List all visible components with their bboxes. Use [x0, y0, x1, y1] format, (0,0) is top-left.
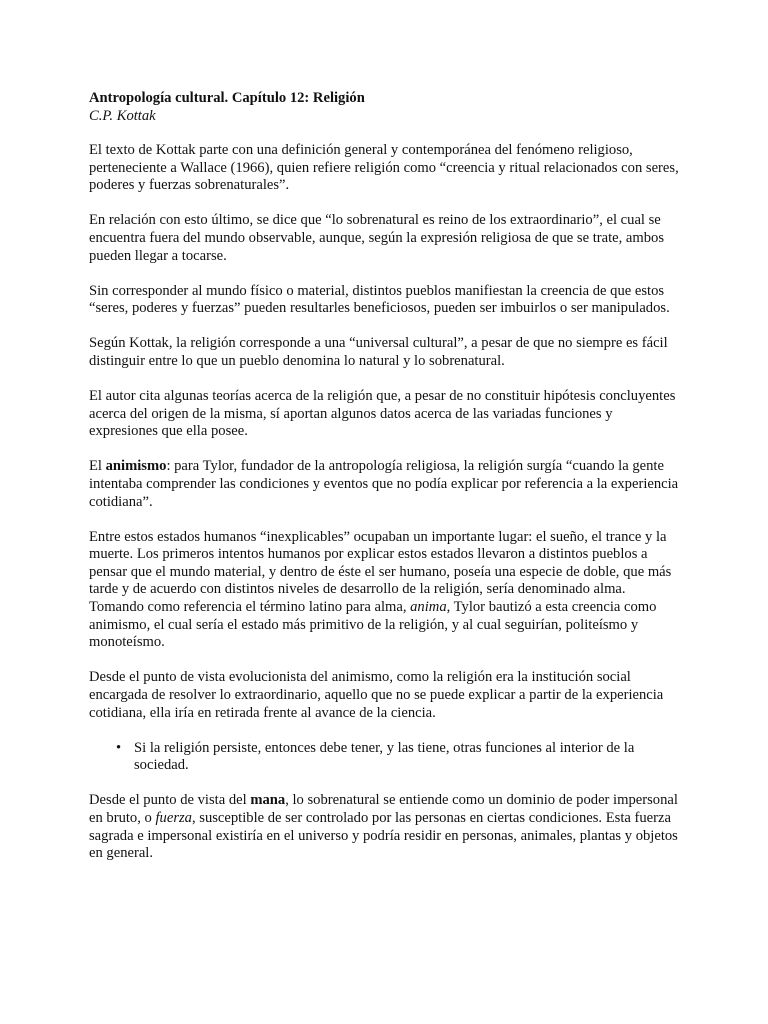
term-animismo: animismo — [105, 458, 167, 475]
text-run: Desde el punto de vista del — [89, 792, 251, 809]
term-fuerza: fuerza — [155, 809, 192, 826]
paragraph-mana — [89, 792, 679, 862]
list-item — [116, 739, 679, 775]
list-item-text: Si la religión persiste, entonces debe tener, y las tiene, otras funciones al interior de la sociedad. — [134, 739, 635, 774]
text-run: , lo sobrenatural se entiende como un dominio de poder impersonal en bruto, o — [89, 792, 678, 826]
paragraph-8: Desde el punto de vista evolucionista del animismo, como la religión era la institución social encargada de resolver lo extraordinario, aquello que no se puede explicar a partir de la experiencia cotidiana, ella iría en retirada frente al avance de la ciencia. — [89, 669, 664, 721]
paragraph-4: Según Kottak, la religión corresponde a una “universal cultural”, a pesar de que no siempre es fácil distinguir entre lo que un pueblo denomina lo natural y lo sobrenatural. — [89, 335, 668, 370]
text-run: El — [89, 458, 106, 475]
document-author: C.P. Kottak — [89, 107, 156, 124]
text-run: Entre estos estados humanos “inexplicables” ocupaban un importante lugar: el sueño, el trance y la muerte. Los primeros intentos humanos por explicar estos estados llevaron a distintos pueblos a pensar que el mundo material, y dentro de éste el ser humano, poseía una especie de doble, que más tarde y de acuerdo con distintos niveles de desarrollo de la religión, sería denominado alma. Tomando como referencia el término latino para alma, — [89, 528, 672, 616]
paragraph-2: En relación con esto último, se dice que “lo sobrenatural es reino de los extraordinario”, el cual se encuentra fuera del mundo observable, aunque, según la expresión religiosa de que se trate, ambos pueden llegar a tocarse. — [89, 212, 665, 264]
term-mana: mana — [250, 792, 286, 809]
paragraph-animismo — [89, 458, 679, 511]
bullet-icon: • — [116, 739, 122, 756]
paragraph-3: Sin corresponder al mundo físico o material, distintos pueblos manifiestan la creencia de que estos “seres, poderes y fuerzas” pueden resultarles beneficiosos, pueden ser imbuirlos o ser manipulados. — [89, 282, 670, 317]
bullet-list — [89, 740, 679, 775]
term-anima: anima — [410, 599, 447, 616]
text-run: : para Tylor, fundador de la antropología religiosa, la religión surgía “cuando la gente intentaba comprender las condiciones y eventos que no podía explicar por referencia a la experiencia cotidiana”. — [89, 458, 679, 510]
paragraph-1: El texto de Kottak parte con una definición general y contemporánea del fenómeno religioso, perteneciente a Wallace (1966), quien refiere religión como “creencia y ritual relacionados con seres, poderes y fuerzas sobrenaturales”. — [89, 142, 679, 194]
text-run: , susceptible de ser controlado por las personas en ciertas condiciones. Esta fuerza sagrada e impersonal existiría en el universo y podría residir en personas, animales, plantas y objetos en general. — [89, 809, 678, 862]
paragraph-5: El autor cita algunas teorías acerca de la religión que, a pesar de no constituir hipótesis concluyentes acerca del origen de la misma, sí aportan algunos datos acerca de las variadas funciones y expresiones que ella posee. — [89, 388, 676, 440]
document-title: Antropología cultural. Capítulo 12: Religión — [89, 90, 365, 106]
document-page — [89, 90, 679, 880]
paragraph-7 — [89, 529, 679, 652]
text-run: , Tylor bautizó a esta creencia como animismo, el cual sería el estado más primitivo de la religión, y al cual seguirían, politeísmo y monoteísmo. — [89, 599, 657, 651]
